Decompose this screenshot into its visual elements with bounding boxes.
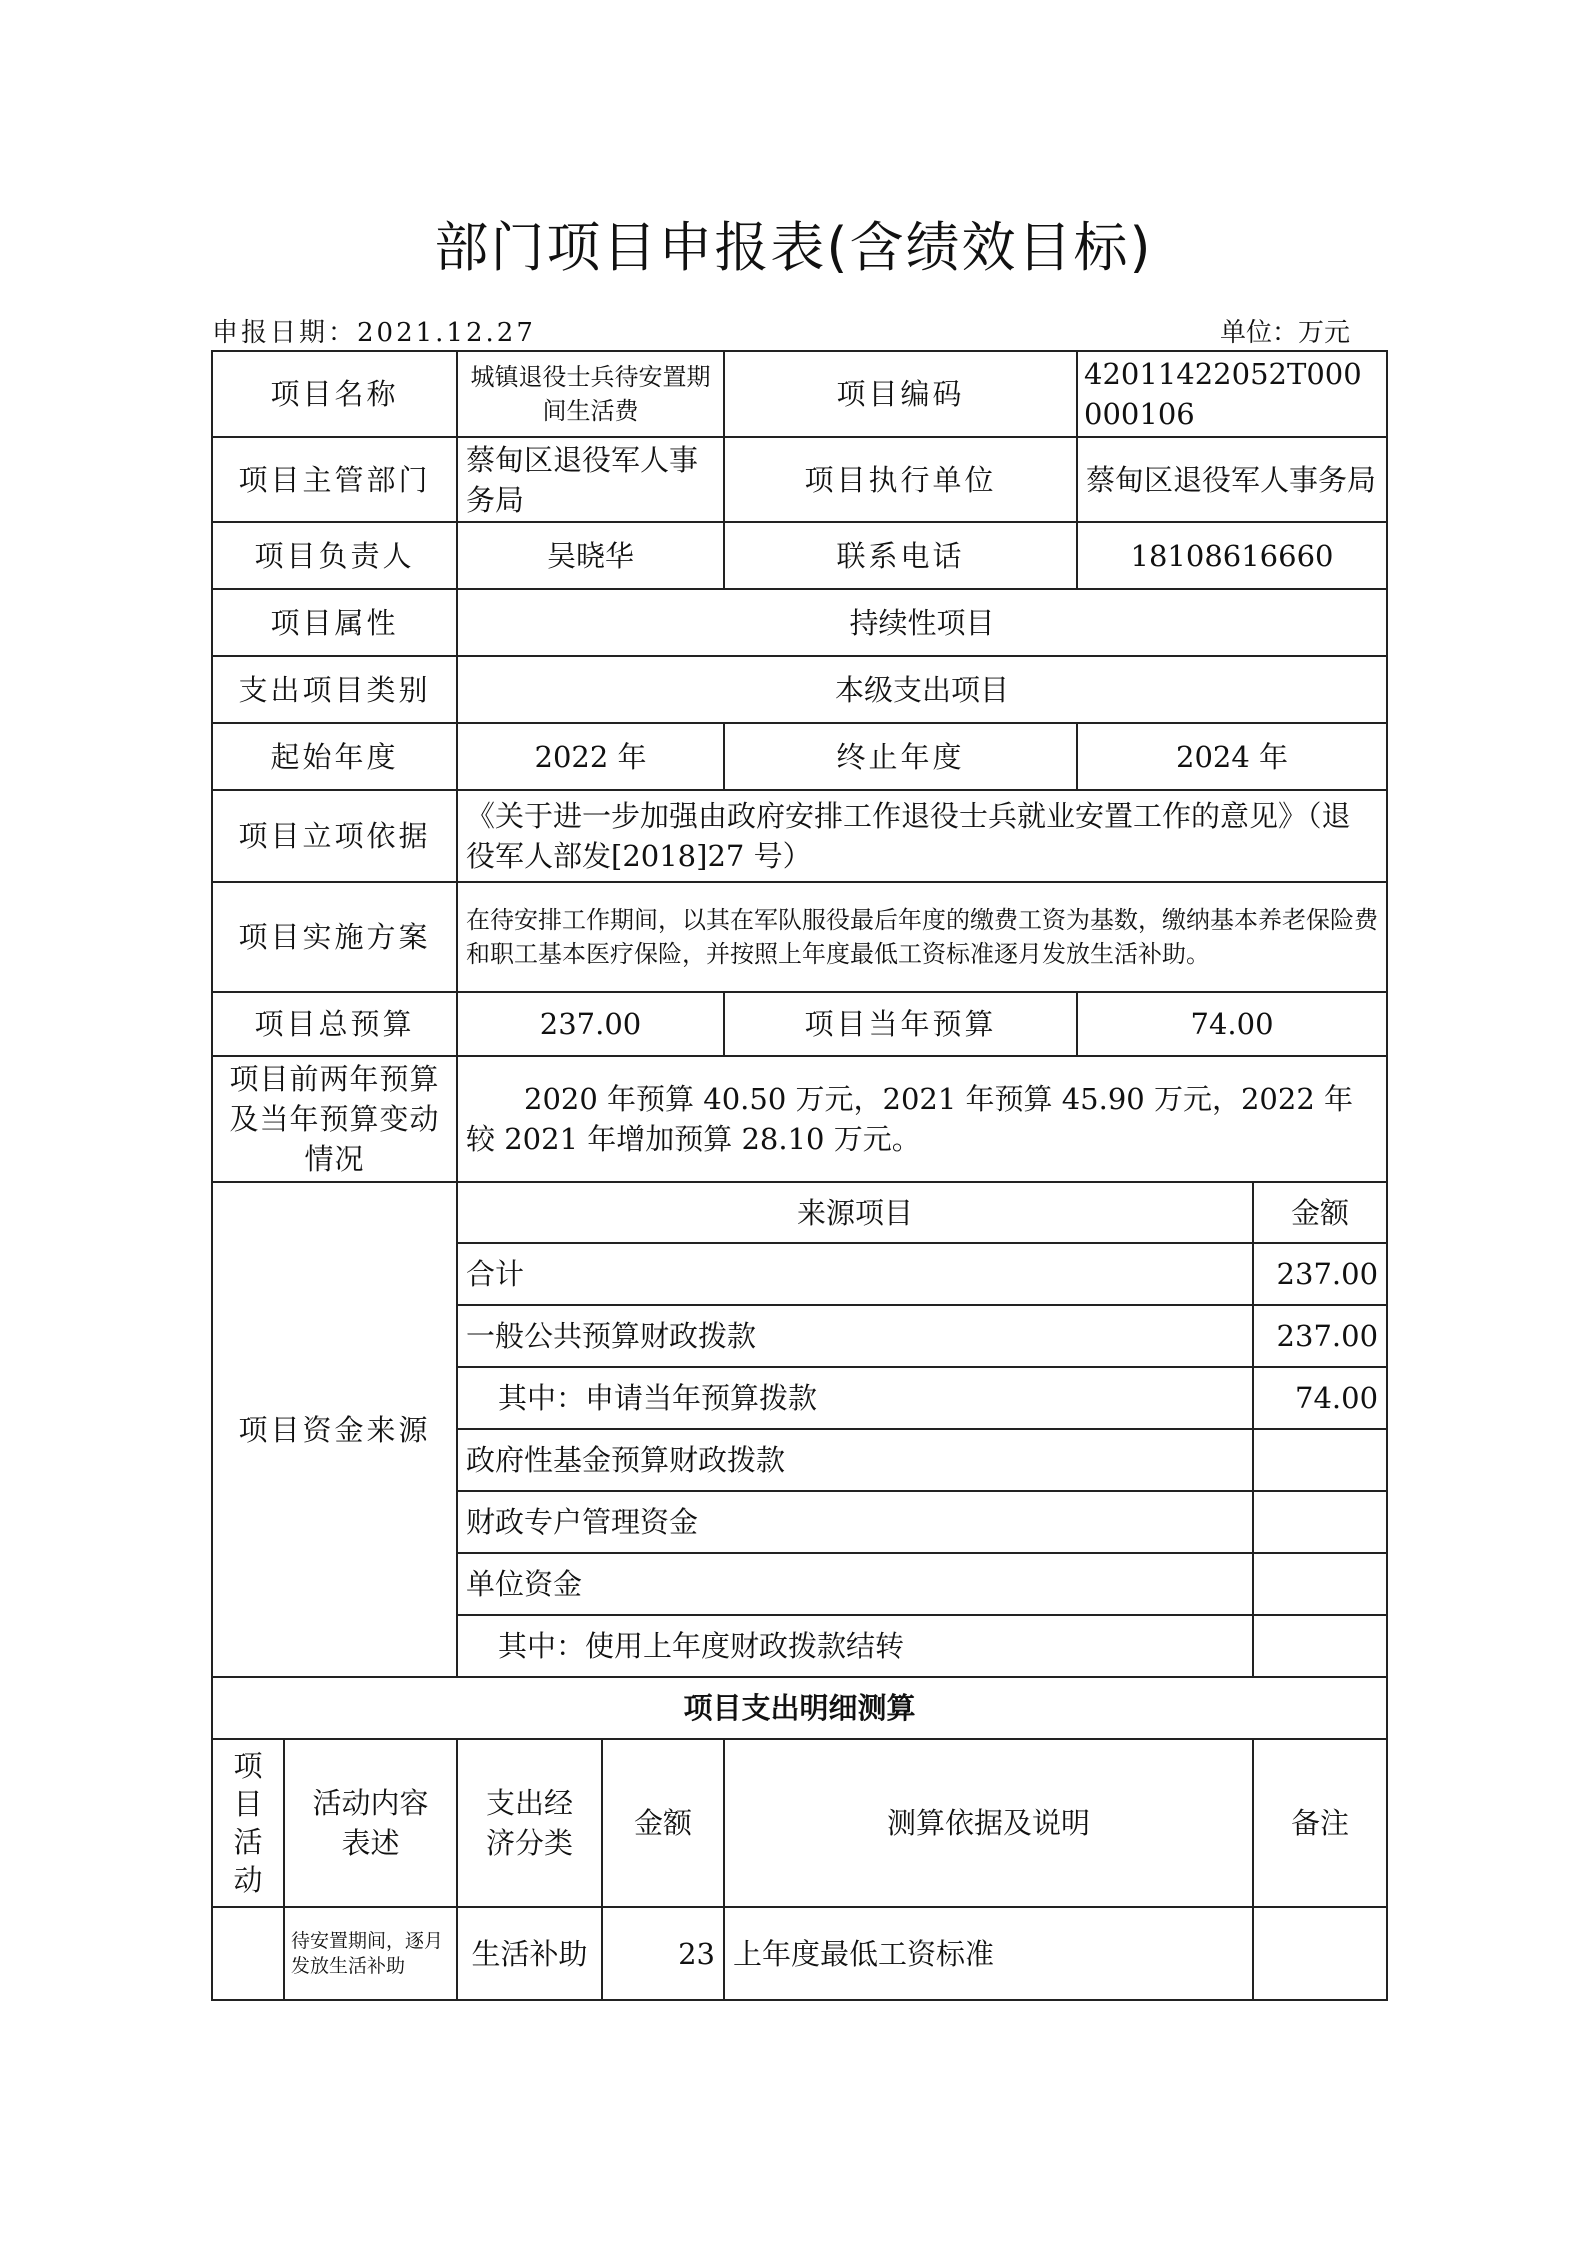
fund-col-amount: 金额 [1253, 1182, 1387, 1243]
fund-item-amount [1253, 1429, 1387, 1491]
attribute-value: 持续性项目 [457, 589, 1387, 656]
fund-item-amount: 74.00 [1253, 1367, 1387, 1429]
fund-item-name: 其中：申请当年预算拨款 [457, 1367, 1253, 1429]
project-lead-label: 项目负责人 [212, 522, 457, 589]
fund-item-amount: 237.00 [1253, 1243, 1387, 1305]
fund-item-name: 财政专户管理资金 [457, 1491, 1253, 1553]
current-budget-value: 74.00 [1077, 992, 1387, 1056]
start-year-label: 起始年度 [212, 723, 457, 790]
detail-desc: 待安置期间，逐月发放生活补助 [284, 1907, 457, 2000]
current-budget-label: 项目当年预算 [724, 992, 1077, 1056]
detail-section-title: 项目支出明细测算 [212, 1677, 1387, 1739]
page-title: 部门项目申报表(含绩效目标) [434, 216, 1153, 279]
project-name-label: 项目名称 [212, 351, 457, 437]
budget-change-label: 项目前两年预算及当年预算变动情况 [212, 1056, 457, 1182]
end-year-value: 2024 年 [1077, 723, 1387, 790]
detail-note [1253, 1907, 1387, 2000]
fund-item-amount: 237.00 [1253, 1305, 1387, 1367]
plan-value: 在待安排工作期间，以其在军队服役最后年度的缴费工资为基数，缴纳基本养老保险费和职工基本医疗保险，并按照上年度最低工资标准逐月发放生活补助。 [457, 882, 1387, 992]
unit-label: 单位：万元 [1219, 318, 1350, 348]
project-lead-value: 吴晓华 [457, 522, 724, 589]
total-budget-value: 237.00 [457, 992, 724, 1056]
project-application-table [211, 350, 1388, 2001]
detail-activity [212, 1907, 284, 2000]
detail-header-basis: 测算依据及说明 [724, 1739, 1253, 1907]
detail-header-econ: 支出经济分类 [457, 1739, 602, 1907]
project-name-value: 城镇退役士兵待安置期间生活费 [457, 351, 724, 437]
fund-item-name: 合计 [457, 1243, 1253, 1305]
fund-item-name: 单位资金 [457, 1553, 1253, 1615]
total-budget-label: 项目总预算 [212, 992, 457, 1056]
detail-header-desc: 活动内容表述 [284, 1739, 457, 1907]
plan-label: 项目实施方案 [212, 882, 457, 992]
end-year-label: 终止年度 [724, 723, 1077, 790]
supervising-dept-label: 项目主管部门 [212, 437, 457, 522]
fund-source-label: 项目资金来源 [212, 1182, 457, 1677]
fund-item-amount [1253, 1553, 1387, 1615]
detail-header-note: 备注 [1253, 1739, 1387, 1907]
detail-amount: 23 [602, 1907, 724, 2000]
executing-unit-label: 项目执行单位 [724, 437, 1077, 522]
project-code-value: 42011422052T000000106 [1077, 351, 1387, 437]
supervising-dept-value: 蔡甸区退役军人事务局 [457, 437, 724, 522]
phone-label: 联系电话 [724, 522, 1077, 589]
detail-econ: 生活补助 [457, 1907, 602, 2000]
fund-item-amount [1253, 1491, 1387, 1553]
fund-item-name: 政府性基金预算财政拨款 [457, 1429, 1253, 1491]
phone-value: 18108616660 [1077, 522, 1387, 589]
detail-basis: 上年度最低工资标准 [724, 1907, 1253, 2000]
fund-item-name: 一般公共预算财政拨款 [457, 1305, 1253, 1367]
basis-label: 项目立项依据 [212, 790, 457, 882]
executing-unit-value: 蔡甸区退役军人事务局 [1077, 437, 1387, 522]
detail-header-activity: 项目活动 [212, 1739, 284, 1907]
fund-item-name: 其中：使用上年度财政拨款结转 [457, 1615, 1253, 1677]
category-value: 本级支出项目 [457, 656, 1387, 723]
start-year-value: 2022 年 [457, 723, 724, 790]
meta-line [212, 312, 1350, 349]
report-date: 申报日期：2021.12.27 [212, 318, 536, 348]
category-label: 支出项目类别 [212, 656, 457, 723]
project-code-label: 项目编码 [724, 351, 1077, 437]
fund-col-source: 来源项目 [457, 1182, 1253, 1243]
fund-item-amount [1253, 1615, 1387, 1677]
attribute-label: 项目属性 [212, 589, 457, 656]
basis-value: 《关于进一步加强由政府安排工作退役士兵就业安置工作的意见》（退役军人部发[2018]27 号） [457, 790, 1387, 882]
detail-header-amount: 金额 [602, 1739, 724, 1907]
budget-change-value: 2020 年预算 40.50 万元，2021 年预算 45.90 万元，2022 年较 2021 年增加预算 28.10 万元。 [457, 1056, 1387, 1182]
